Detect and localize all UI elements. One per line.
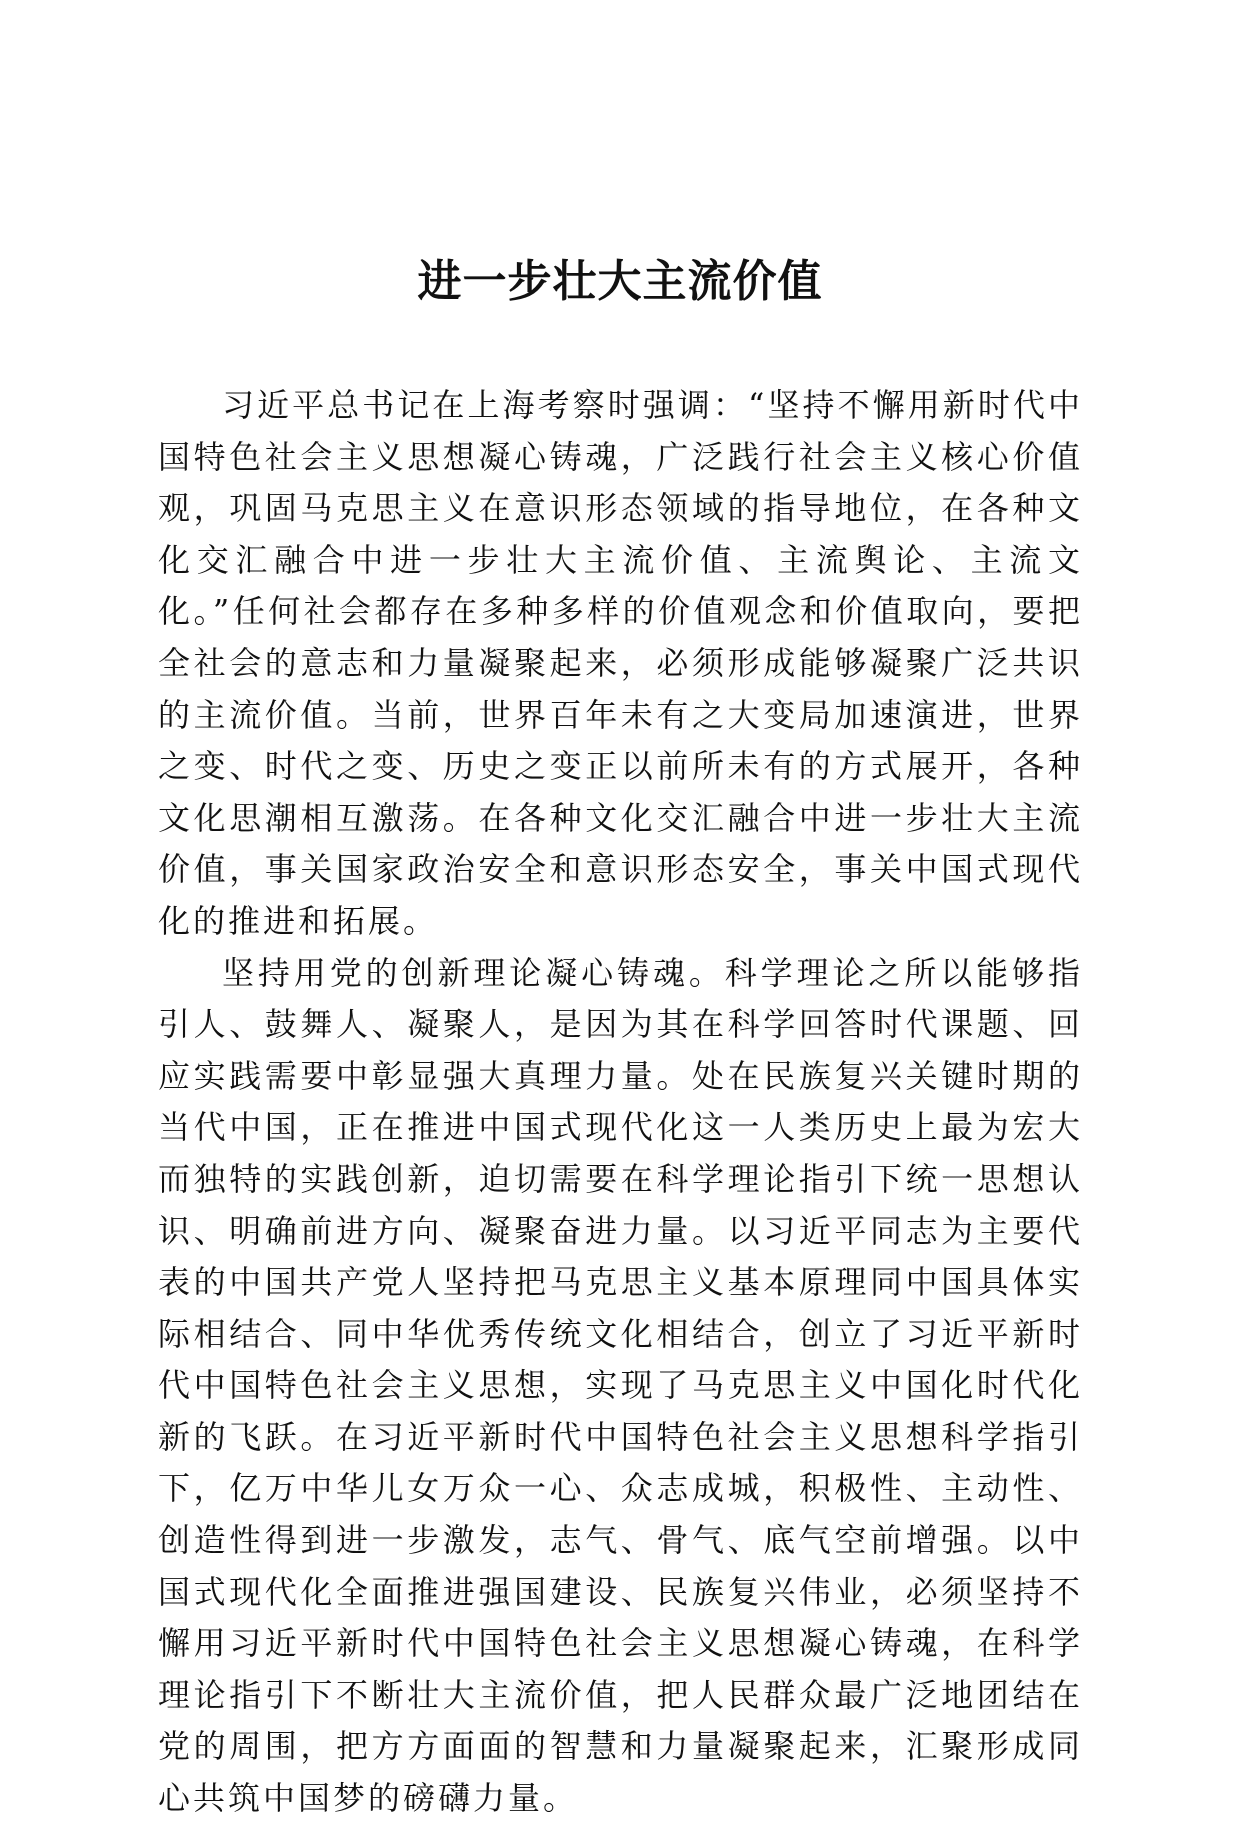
document-body (158, 380, 1083, 1825)
paragraph-2: 坚持用党的创新理论凝心铸魂。科学理论之所以能够指引人、鼓舞人、凝聚人，是因为其在科学回答时代课题、回应实践需要中彰显强大真理力量。处在民族复兴关键时期的当代中国，正在推进中国式现代化这一人类历史上最为宏大而独特的实践创新，迫切需要在科学理论指引下统一思想认识、明确前进方向、凝聚奋进力量。以习近平同志为主要代表的中国共产党人坚持把马克思主义基本原理同中国具体实际相结合、同中华优秀传统文化相结合，创立了习近平新时代中国特色社会主义思想，实现了马克思主义中国化时代化新的飞跃。在习近平新时代中国特色社会主义思想科学指引下，亿万中华儿女万众一心、众志成城，积极性、主动性、创造性得到进一步激发，志气、骨气、底气空前增强。以中国式现代化全面推进强国建设、民族复兴伟业，必须坚持不懈用习近平新时代中国特色社会主义思想凝心铸魂，在科学理论指引下不断壮大主流价值，把人民群众最广泛地团结在党的周围，把方方面面的智慧和力量凝聚起来，汇聚形成同心共筑中国梦的磅礴力量。 (158, 953, 1083, 1818)
document-title: 进一步壮大主流价值 (417, 256, 823, 307)
paragraph-1: 习近平总书记在上海考察时强调：“坚持不懈用新时代中国特色社会主义思想凝心铸魂，广泛践行社会主义核心价值观，巩固马克思主义在意识形态领域的指导地位，在各种文化交汇融合中进一步壮大主流价值、主流舆论、主流文化。”任何社会都存在多种多样的价值观念和价值取向，要把全社会的意志和力量凝聚起来，必须形成能够凝聚广泛共识的主流价值。当前，世界百年未有之大变局加速演进，世界之变、时代之变、历史之变正以前所未有的方式展开，各种文化思潮相互激荡。在各种文化交汇融合中进一步壮大主流价值，事关国家政治安全和意识形态安全，事关中国式现代化的推进和拓展。 (158, 386, 1083, 940)
